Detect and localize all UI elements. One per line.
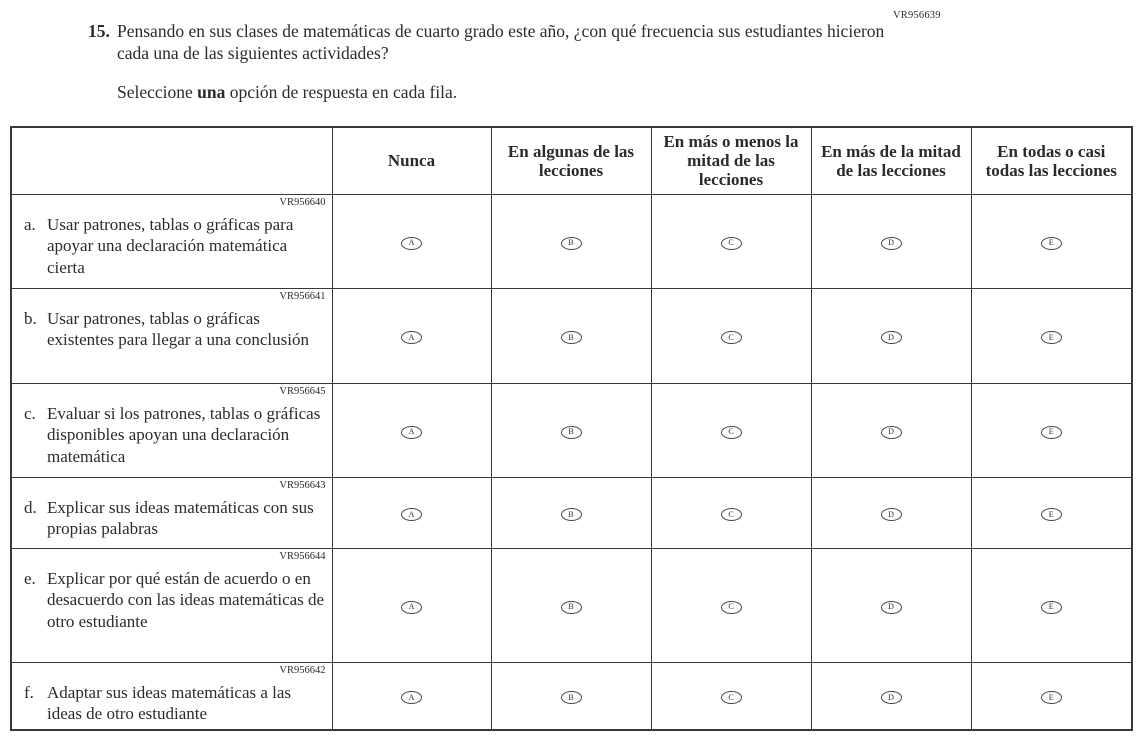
response-oval-d[interactable]: D: [881, 426, 902, 439]
option-cell: [971, 288, 1132, 383]
response-oval-d[interactable]: D: [881, 508, 902, 521]
option-cell: [811, 383, 971, 477]
column-header: En más o menos la mitad de las lecciones: [651, 127, 811, 194]
header-row: [11, 127, 1132, 194]
option-cell: [651, 383, 811, 477]
option-cell: [491, 548, 651, 662]
response-oval-b[interactable]: B: [561, 331, 582, 344]
option-cell: [811, 548, 971, 662]
item-letter: d.: [24, 497, 37, 517]
option-cell: [651, 662, 811, 730]
response-oval-c[interactable]: C: [721, 508, 742, 521]
item-vr-code: VR956641: [279, 290, 326, 302]
item-vr-code: VR956644: [279, 550, 326, 562]
question-text: Pensando en sus clases de matemáticas de cuarto grado este año, ¿con qué frecuencia sus estudiantes hicieron cada una de las siguientes actividades?: [117, 21, 885, 63]
option-cell: [971, 383, 1132, 477]
question-number: 15.: [88, 21, 110, 41]
option-cell: [651, 548, 811, 662]
item-text: Explicar sus ideas matemáticas con sus propias palabras: [47, 497, 314, 538]
option-cell: [651, 477, 811, 548]
option-cell: [971, 662, 1132, 730]
column-header: En más de la mitad de las lecciones: [811, 127, 971, 194]
item-text: Explicar por qué están de acuerdo o en desacuerdo con las ideas matemáticas de otro estudiante: [47, 568, 325, 631]
item-label-cell: [11, 288, 332, 383]
option-cell: [971, 194, 1132, 288]
option-cell: [332, 662, 491, 730]
option-cell: [811, 477, 971, 548]
response-oval-c[interactable]: C: [721, 426, 742, 439]
response-oval-a[interactable]: A: [401, 237, 422, 250]
instruction-bold-word: una: [197, 82, 226, 102]
item-label-cell: [11, 477, 332, 548]
table-row: [11, 288, 1132, 383]
response-oval-a[interactable]: A: [401, 331, 422, 344]
table-row: [11, 383, 1132, 477]
option-cell: [332, 477, 491, 548]
instruction-suffix: opción de respuesta en cada fila.: [225, 82, 458, 102]
option-cell: [332, 383, 491, 477]
option-cell: [651, 288, 811, 383]
response-oval-d[interactable]: D: [881, 237, 902, 250]
column-header: En todas o casi todas las lecciones: [971, 127, 1132, 194]
item-label-cell: [11, 383, 332, 477]
item-text: Adaptar sus ideas matemáticas a las ideas de otro estudiante: [47, 682, 292, 723]
option-cell: [811, 194, 971, 288]
item-text: Usar patrones, tablas o gráficas para apoyar una declaración matemática cierta: [47, 214, 294, 277]
response-oval-b[interactable]: B: [561, 691, 582, 704]
response-oval-e[interactable]: E: [1041, 237, 1062, 250]
option-cell: [491, 477, 651, 548]
option-cell: [491, 288, 651, 383]
response-oval-b[interactable]: B: [561, 237, 582, 250]
column-header: Nunca: [332, 127, 491, 194]
response-oval-b[interactable]: B: [561, 426, 582, 439]
response-oval-c[interactable]: C: [721, 691, 742, 704]
item-text: Evaluar si los patrones, tablas o gráficas disponibles apoyan una declaración matemática: [47, 403, 321, 466]
response-oval-b[interactable]: B: [561, 601, 582, 614]
option-cell: [971, 477, 1132, 548]
item-letter: e.: [24, 568, 36, 588]
table-row: [11, 548, 1132, 662]
option-cell: [651, 194, 811, 288]
item-letter: c.: [24, 403, 36, 423]
response-oval-e[interactable]: E: [1041, 508, 1062, 521]
header-empty-cell: [11, 127, 332, 194]
item-label-cell: [11, 548, 332, 662]
table-row: [11, 194, 1132, 288]
response-oval-e[interactable]: E: [1041, 691, 1062, 704]
item-letter: b.: [24, 308, 37, 328]
option-cell: [491, 194, 651, 288]
response-oval-e[interactable]: E: [1041, 426, 1062, 439]
option-cell: [491, 383, 651, 477]
response-oval-e[interactable]: E: [1041, 601, 1062, 614]
response-oval-e[interactable]: E: [1041, 331, 1062, 344]
item-letter: a.: [24, 214, 36, 234]
column-header: En algunas de las lecciones: [491, 127, 651, 194]
question-block: [88, 20, 903, 103]
table-row: [11, 477, 1132, 548]
response-oval-c[interactable]: C: [721, 331, 742, 344]
option-cell: [332, 288, 491, 383]
option-cell: [811, 288, 971, 383]
option-cell: [332, 194, 491, 288]
item-vr-code: VR956643: [279, 479, 326, 491]
option-cell: [491, 662, 651, 730]
response-oval-a[interactable]: A: [401, 691, 422, 704]
response-oval-c[interactable]: C: [721, 601, 742, 614]
item-label-cell: [11, 662, 332, 730]
item-text: Usar patrones, tablas o gráficas existentes para llegar a una conclusión: [47, 308, 309, 349]
option-cell: [971, 548, 1132, 662]
response-oval-a[interactable]: A: [401, 426, 422, 439]
item-vr-code: VR956645: [279, 385, 326, 397]
response-oval-c[interactable]: C: [721, 237, 742, 250]
response-oval-a[interactable]: A: [401, 508, 422, 521]
item-vr-code: VR956640: [279, 196, 326, 208]
response-oval-d[interactable]: D: [881, 691, 902, 704]
response-oval-d[interactable]: D: [881, 601, 902, 614]
instruction-prefix: Seleccione: [117, 82, 198, 102]
response-oval-b[interactable]: B: [561, 508, 582, 521]
response-oval-d[interactable]: D: [881, 331, 902, 344]
question-instruction: [117, 81, 903, 103]
item-label-cell: [11, 194, 332, 288]
item-letter: f.: [24, 682, 34, 702]
form-code: VR956639: [893, 10, 941, 21]
item-vr-code: VR956642: [279, 664, 326, 676]
option-cell: [332, 548, 491, 662]
response-grid-table: [10, 126, 1133, 731]
table-row: [11, 662, 1132, 730]
response-oval-a[interactable]: A: [401, 601, 422, 614]
option-cell: [811, 662, 971, 730]
